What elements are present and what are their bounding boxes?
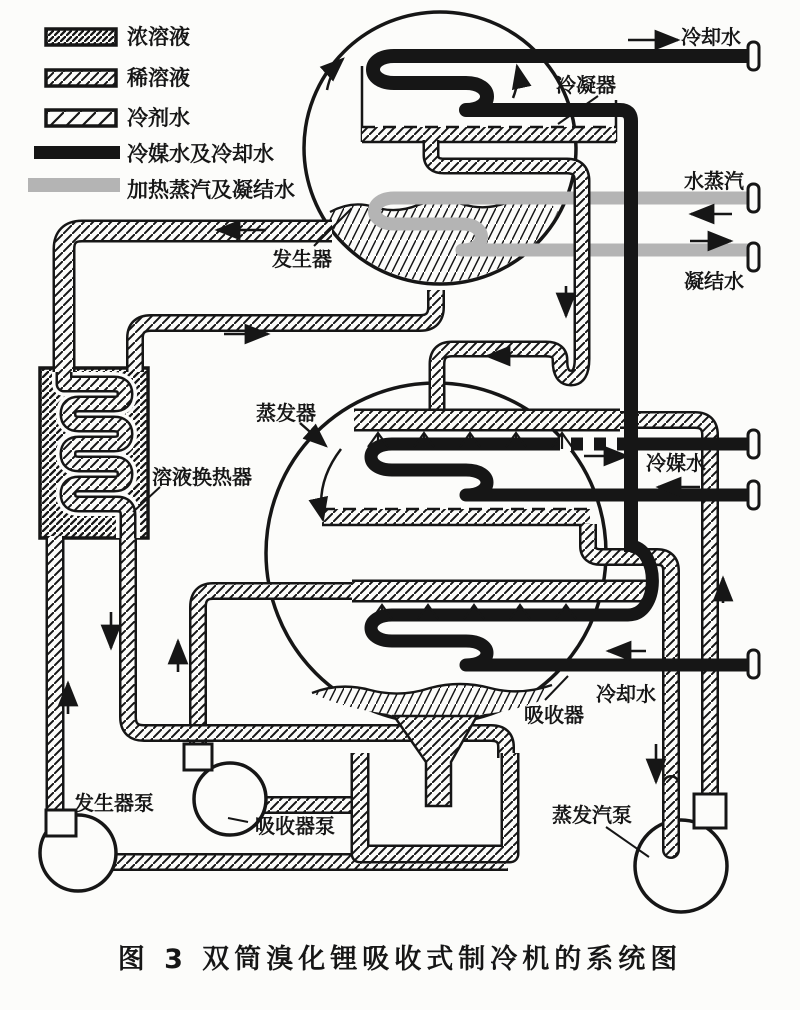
label-generator: 发生器	[272, 247, 332, 271]
label-evaporator: 蒸发器	[256, 401, 316, 425]
legend-label-concentrated: 浓溶液	[127, 25, 190, 49]
legend-swatch-steam	[28, 178, 120, 192]
legend-swatch-concentrated	[46, 29, 116, 45]
legend-swatch-dilute	[46, 70, 116, 86]
legend-label-dilute: 稀溶液	[127, 66, 190, 90]
legend-swatch-water	[34, 146, 120, 159]
label-absorber-pump: 吸收器泵	[255, 814, 335, 838]
steam-inlet-cap	[748, 184, 759, 212]
cooling-water-inlet-cap	[748, 650, 759, 678]
figure-caption: 图 3 双筒溴化锂吸收式制冷机的系统图	[117, 944, 683, 975]
legend-label-refrigerant: 冷剂水	[127, 106, 190, 130]
chilled-water-cap-lower	[748, 481, 759, 509]
evaporator-absorber-vessel	[266, 383, 606, 723]
label-cooling-water-bottom: 冷却水	[596, 682, 656, 706]
label-generator-pump: 发生器泵	[74, 791, 154, 815]
evaporator-tray	[322, 509, 590, 525]
label-chilled-water: 冷媒水	[646, 451, 706, 475]
label-heat-exchanger: 溶液换热器	[152, 465, 252, 489]
cooling-water-outlet-cap	[748, 42, 759, 70]
legend-label-steam: 加热蒸汽及凝结水	[127, 178, 295, 202]
label-condenser: 冷凝器	[556, 73, 616, 97]
legend-swatch-refrigerant	[46, 110, 116, 126]
label-steam: 水蒸汽	[684, 169, 744, 193]
label-cooling-water-top: 冷却水	[681, 25, 741, 49]
chilled-water-cap-upper	[748, 430, 759, 458]
label-condensate: 凝结水	[684, 269, 744, 293]
legend-label-water: 冷媒水及冷却水	[127, 142, 274, 166]
label-absorber: 吸收器	[524, 703, 584, 727]
condensate-outlet-cap	[748, 243, 759, 271]
label-evaporator-pump: 蒸发汽泵	[552, 803, 632, 827]
